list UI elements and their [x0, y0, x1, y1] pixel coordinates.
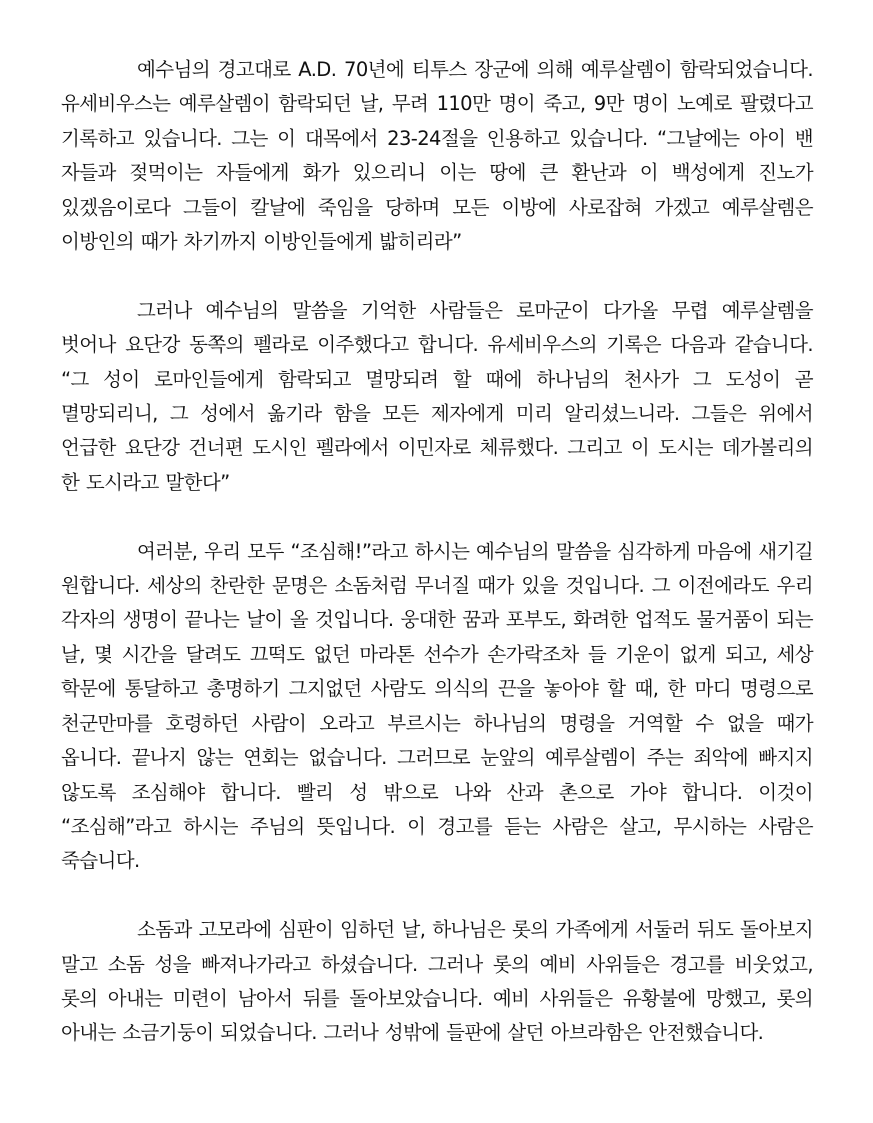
paragraph-jerusalem-fall: 예수님의 경고대로 A.D. 70년에 티투스 장군에 의해 예루살렘이 함락되었습니다. 유세비우스는 예루살렘이 함락되던 날, 무려 110만 명이 죽고, 9만 명이 노예로 팔렸다고 기록하고 있습니다. 그는 이 대목에서 23-24절을 인용하고 있습니다. “그날에는 아이 밴 자들과 젖먹이는 자들에게 화가 있으리니 이는 땅에 큰 환난과 이 백성에게 진노가 있겠음이로다 그들이 칼날에 죽임을 당하며 모든 이방에 사로잡혀 가겠고 예루살렘은 이방인의 때가 차기까지 이방인들에게 밟히리라”: [61, 58, 813, 254]
document-page: [61, 53, 813, 1051]
paragraph-be-careful: 여러분, 우리 모두 “조심해!”라고 하시는 예수님의 말씀을 심각하게 마음에 새기길 원합니다. 세상의 찬란한 문명은 소돔처럼 무너질 때가 있을 것입니다. 그 이전에라도 우리 각자의 생명이 끝나는 날이 올 것입니다. 웅대한 꿈과 포부도, 화려한 업적도 물거품이 되는 날, 몇 시간을 달려도 끄떡도 없던 마라톤 선수가 손가락조차 들 기운이 없게 되고, 세상 학문에 통달하고 총명하기 그지없던 사람도 의식의 끈을 놓아야 할 때, 한 마디 명령으로 천군만마를 호령하던 사람이 오라고 부르시는 하나님의 명령을 거역할 수 없을 때가 옵니다. 끝나지 않는 연회는 없습니다. 그러므로 눈앞의 예루살렘이 주는 죄악에 빠지지 않도록 조심해야 합니다. 빨리 성 밖으로 나와 산과 촌으로 가야 합니다. 이것이 “조심해”라고 하시는 주님의 뜻입니다. 이 경고를 듣는 사람은 살고, 무시하는 사람은 죽습니다.: [61, 539, 813, 873]
paragraph-pella-refuge: 그러나 예수님의 말씀을 기억한 사람들은 로마군이 다가올 무렵 예루살렘을 벗어나 요단강 동쪽의 펠라로 이주했다고 합니다. 유세비우스의 기록은 다음과 같습니다. “그 성이 로마인들에게 함락되고 멸망되려 할 때에 하나님의 천사가 그 도성이 곧 멸망되리니, 그 성에서 옮기라 함을 모든 제자에게 미리 알리셨느니라. 그들은 위에서 언급한 요단강 건너편 도시인 펠라에서 이민자로 체류했다. 그리고 이 도시는 데가볼리의 한 도시라고 말한다”: [61, 298, 813, 494]
paragraph-sodom-gomorrah: 소돔과 고모라에 심판이 임하던 날, 하나님은 롯의 가족에게 서둘러 뒤도 돌아보지 말고 소돔 성을 빠져나가라고 하셨습니다. 그러나 롯의 예비 사위들은 경고를 비웃었고, 롯의 아내는 미련이 남아서 뒤를 돌아보았습니다. 예비 사위들은 유황불에 망했고, 롯의 아내는 소금기둥이 되었습니다. 그러나 성밖에 들판에 살던 아브라함은 안전했습니다.: [61, 918, 813, 1045]
